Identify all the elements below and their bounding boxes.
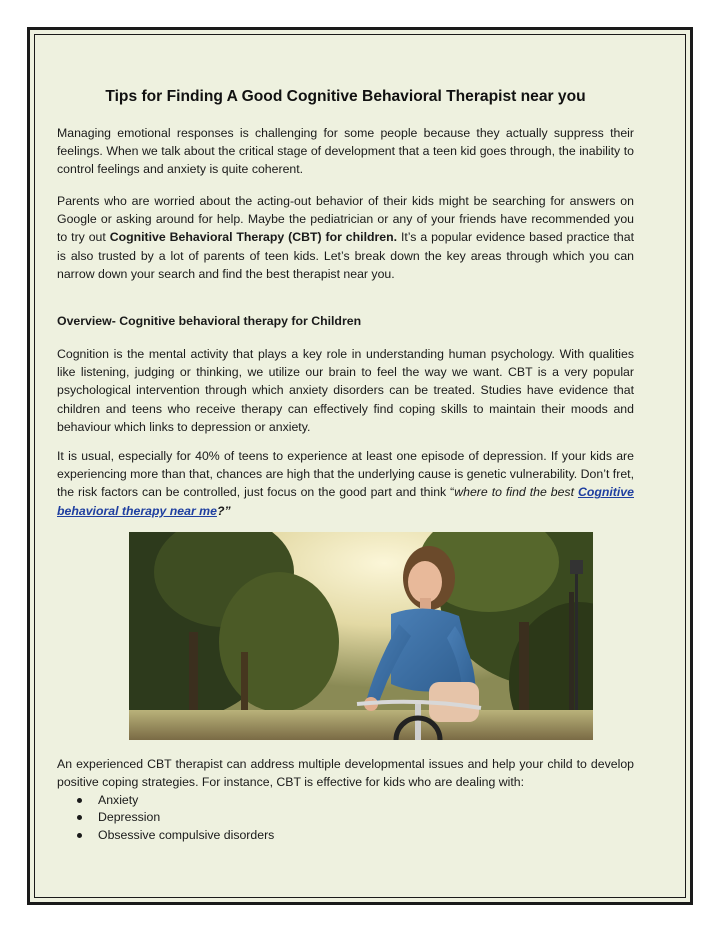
paragraph-parents-text-end: It’s a popular evidence based practice that is also trusted by a lot of parents of teen kids. Let’s break down the key areas through which you can narrow down your search and find the best therapist near you. bbox=[57, 230, 635, 281]
cbt-near-me-link[interactable]: Cognitive behavioral therapy near me bbox=[57, 485, 634, 518]
list-item bbox=[57, 791, 274, 808]
list-item bbox=[57, 808, 274, 825]
paragraph-depression bbox=[57, 447, 634, 520]
close-quote: ?” bbox=[216, 503, 231, 518]
italic-phrase: where to find the best bbox=[454, 485, 578, 500]
article-title: Tips for Finding A Good Cognitive Behavioral Therapist near you bbox=[105, 88, 586, 105]
section-heading-overview: Overview- Cognitive behavioral therapy for Children bbox=[57, 314, 362, 328]
open-quote: “ bbox=[450, 485, 455, 500]
list-item-label: Depression bbox=[98, 810, 161, 825]
bullet-icon bbox=[77, 798, 82, 803]
paragraph-parents bbox=[57, 192, 634, 283]
bullet-icon bbox=[77, 815, 82, 820]
list-item-label: Anxiety bbox=[98, 793, 139, 807]
paragraph-experienced: An experienced CBT therapist can address multiple developmental issues and help your child to develop positive coping strategies. For instance, CBT is effective for kids who are dealing with: bbox=[57, 757, 634, 790]
park-scene-illustration bbox=[129, 532, 593, 740]
paragraph-cognition: Cognition is the mental activity that plays a key role in understanding human psychology. With qualities like listening, judging or thinking, we utilize our brain to feel the way we want. CBT is a very popular psychological intervention through which anxiety disorders can be treated. Studies have evidence that children and teens who receive therapy can effectively find coping skills to maintain their moods and behaviour which links to depression or anxiety. bbox=[57, 347, 634, 434]
bullet-icon bbox=[77, 833, 82, 838]
paragraph-intro: Managing emotional responses is challenging for some people because they actually suppress their feelings. When we talk about the critical stage of development that a teen kid goes through, the inability to control feelings and anxiety is quite coherent. bbox=[57, 126, 634, 177]
cbt-for-children-bold: Cognitive Behavioral Therapy (CBT) for children. bbox=[109, 230, 398, 245]
girl-on-bicycle-photo bbox=[129, 532, 593, 740]
conditions-list bbox=[57, 791, 274, 843]
list-item bbox=[57, 826, 274, 843]
list-item-label: Obsessive compulsive disorders bbox=[98, 827, 275, 842]
paragraph-depression-text: It is usual, especially for 40% of teens to experience at least one episode of depression. If your kids are experiencing more than that, chances are high that the underlying cause is genetic vulnerability. Don’t fret, the risk factors can be controlled, just focus on the good part and think bbox=[57, 449, 634, 500]
paragraph-parents-text: Parents who are worried about the acting-out behavior of their kids might be searching for answers on Google or asking around for help. Maybe the pediatrician or any of your friends have recommended you to try out bbox=[57, 194, 634, 245]
